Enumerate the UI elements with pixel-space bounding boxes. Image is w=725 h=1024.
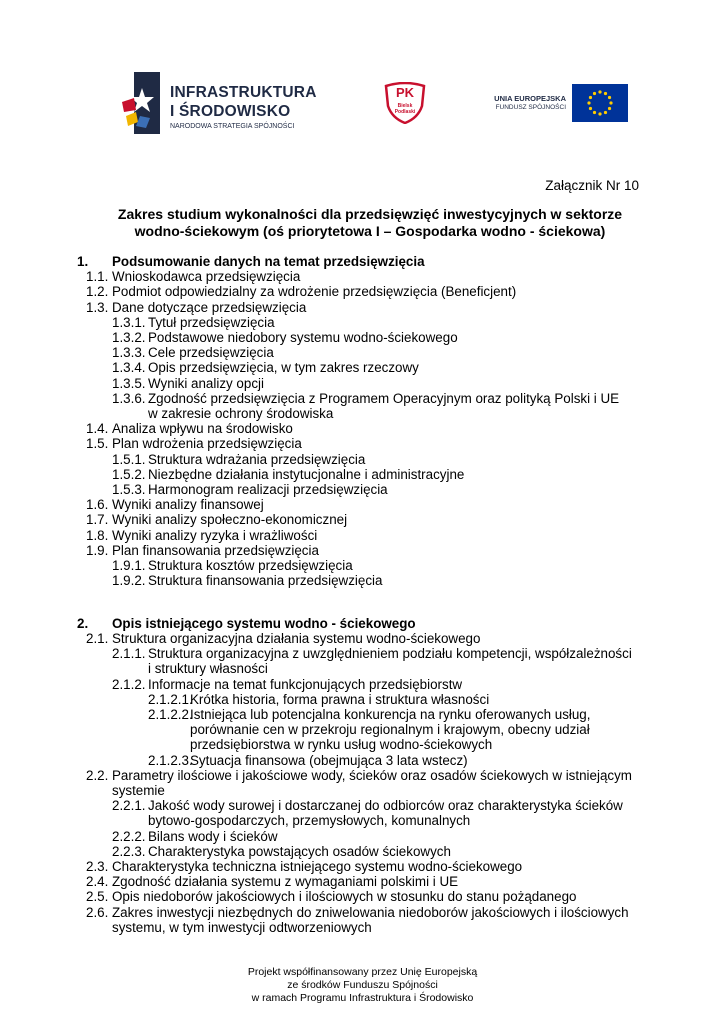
outline-item-number: 1.9. xyxy=(86,542,109,558)
eu-star xyxy=(609,101,612,104)
outline-item-text: Struktura organizacyjna działania systemu wodno-ściekowego xyxy=(112,630,481,646)
outline-item-text: Cele przedsięwzięcia xyxy=(148,345,274,361)
eu-star xyxy=(598,90,601,93)
outline-item-text: Informacje na temat funkcjonujących przedsiębiorstw xyxy=(148,676,463,692)
outline-item-number: 2.2.1. xyxy=(112,798,146,814)
outline-item-number: 1.2. xyxy=(86,284,109,300)
page-footer xyxy=(0,966,725,1005)
outline-item-text: Plan finansowania przedsięwzięcia xyxy=(112,542,319,558)
page-title xyxy=(60,206,680,240)
outline-item-text: Podstawowe niedobory systemu wodno-ściekowego xyxy=(148,330,458,345)
outline-item-number: 1.5. xyxy=(86,436,109,452)
eu-star xyxy=(598,112,601,115)
outline-item-text: Analiza wpływu na środowisko xyxy=(112,421,293,437)
logo-title-line1: INFRASTRUKTURA xyxy=(170,84,317,101)
title-line-2: wodno-ściekowym (oś priorytetowa I – Gospodarka wodno - ściekowa) xyxy=(134,223,606,239)
title-line-1: Zakres studium wykonalności dla przedsięwzięć inwestycyjnych w sektorze xyxy=(117,206,623,222)
eu-star xyxy=(608,96,611,99)
pk-logo-sub2: Podlaski xyxy=(394,109,416,115)
logo-title-line2: I ŚRODOWISKO xyxy=(170,103,291,120)
pk-logo-sub1: Bielsk xyxy=(397,103,413,109)
outline-item-text: Krótka historia, forma prawna i struktura własności xyxy=(190,691,490,707)
outline-item-number: 1.7. xyxy=(86,512,109,528)
outline-item-text: Plan wdrożenia przedsięwzięcia xyxy=(112,436,302,452)
footer-line-3: w ramach Programu Infrastruktura i Środowisko xyxy=(251,992,474,1004)
outline-item-number: 2.1.1. xyxy=(112,646,146,662)
outline-item-number: 1.6. xyxy=(86,497,109,513)
outline-item-number: 1.9.1. xyxy=(112,558,146,573)
eu-star xyxy=(608,107,611,110)
outline-item-text: Opis istniejącego systemu wodno - ściekowego xyxy=(112,615,416,631)
outline-item-text: Wyniki analizy ryzyka i wrażliwości xyxy=(112,527,318,543)
eu-flag-icon xyxy=(572,84,628,122)
outline-item-number: 1.3.3. xyxy=(112,345,146,361)
outline-item-text: Struktura wdrażania przedsięwzięcia xyxy=(148,451,366,467)
outline-item-text: Struktura finansowania przedsięwzięcia xyxy=(148,573,383,589)
outline-item-number: 2. xyxy=(77,615,89,631)
outline-item-number: 1.5.3. xyxy=(112,482,146,497)
nss-emblem-icon xyxy=(120,72,164,134)
outline-item-text: Dane dotyczące przedsięwzięcia xyxy=(112,299,307,315)
outline-item-text: Wyniki analizy opcji xyxy=(148,375,264,391)
outline-item-text: Tytuł przedsięwzięcia xyxy=(148,314,275,330)
outline-item-number: 1.3.5. xyxy=(112,375,146,391)
outline-item-number: 1.3.4. xyxy=(112,360,146,376)
eu-star xyxy=(587,101,590,104)
page-header xyxy=(0,0,725,140)
eu-cohesion-fund-logo xyxy=(478,84,628,124)
outline-item-number: 1.4. xyxy=(86,421,109,437)
outline-item-text: Zakres inwestycji niezbędnych do zniwelowania niedoborów jakościowych i ilościowych xyxy=(112,904,629,920)
outline-item-text: Wyniki analizy społeczno-ekonomicznej xyxy=(112,512,348,528)
outline-item-number: 1.3.1. xyxy=(112,314,146,330)
outline-item-text: systemie xyxy=(112,782,165,798)
outline-item-text: w zakresie ochrony środowiska xyxy=(148,406,334,421)
outline-item-text: Podsumowanie danych na temat przedsięwzięcia xyxy=(112,254,425,269)
eu-logo-line1: UNIA EUROPEJSKA xyxy=(494,94,566,103)
eu-star xyxy=(593,92,596,95)
outline-item-text: Podmiot odpowiedzialny za wdrożenie przedsięwzięcia (Beneficjent) xyxy=(112,284,517,300)
outline-item-number: 2.3. xyxy=(86,858,109,874)
logo-subtitle: NARODOWA STRATEGIA SPÓJNOŚCI xyxy=(170,123,295,130)
outline-item-number: 1.8. xyxy=(86,527,109,543)
outline-item-text: Harmonogram realizacji przedsięwzięcia xyxy=(148,482,388,497)
outline-item-number: 1.5.2. xyxy=(112,466,146,482)
footer-line-1: Projekt współfinansowany przez Unię Europejską xyxy=(247,966,478,978)
outline-item-text: bytowo-gospodarczych, przemysłowych, komunalnych xyxy=(148,813,471,829)
outline-item-number: 2.6. xyxy=(86,904,109,920)
outline-item-text: Opis przedsięwzięcia, w tym zakres rzeczowy xyxy=(148,360,419,376)
outline-item-text: przedsiębiorstwa w rynku usług wodno-ściekowych xyxy=(190,737,493,753)
outline-item-text: porównanie cen w przekroju regionalnym i krajowym, obecny udział xyxy=(190,722,590,738)
outline-item-number: 1.9.2. xyxy=(112,573,146,589)
pk-logo-text: PK xyxy=(395,85,415,100)
outline-item-number: 2.2. xyxy=(86,767,109,783)
eu-star xyxy=(604,92,607,95)
outline-item-number: 1. xyxy=(77,254,89,269)
outline-item-number: 2.2.3. xyxy=(112,843,146,859)
outline-item-number: 1.3.6. xyxy=(112,390,146,406)
eu-logo-line2: FUNDUSZ SPÓJNOŚCI xyxy=(495,104,566,111)
outline-item-number: 2.2.2. xyxy=(112,828,146,844)
outline-item-text: Wyniki analizy finansowej xyxy=(112,497,264,513)
outline-item-number: 2.4. xyxy=(86,874,109,890)
outline-item-text: Zgodność działania systemu z wymaganiami polskimi i UE xyxy=(112,874,459,890)
outline-item-number: 1.3.2. xyxy=(112,330,146,345)
eu-star xyxy=(589,107,592,110)
outline-item-text: systemu, w tym inwestycji odtworzeniowych xyxy=(112,919,372,935)
outline-item-text: Wnioskodawca przedsięwzięcia xyxy=(112,269,301,285)
outline-item-text: Zgodność przedsięwzięcia z Programem Operacyjnym oraz polityką Polski i UE xyxy=(148,390,620,406)
outline-item-number: 1.1. xyxy=(86,269,109,285)
outline-item-text: Jakość wody surowej i dostarczanej do odbiorców oraz charakterystyka ścieków xyxy=(148,798,623,814)
outline-item-number: 2.1.2. xyxy=(112,676,146,692)
outline-item-text: Istniejąca lub potencjalna konkurencja na rynku oferowanych usług, xyxy=(190,706,591,722)
outline-item-text: i struktury własności xyxy=(148,661,268,677)
eu-star xyxy=(593,111,596,114)
outline-item-number: 2.1.2.3. xyxy=(148,752,193,768)
outline-item-text: Opis niedoborów jakościowych i ilościowych w stosunku do stanu pożądanego xyxy=(112,889,577,905)
annex-number: Załącznik Nr 10 xyxy=(545,178,639,193)
footer-line-2: ze środków Funduszu Spójności xyxy=(287,979,438,991)
outline-item-number: 1.3. xyxy=(86,299,109,315)
outline-item-number: 2.1. xyxy=(86,630,109,646)
outline-item-text: Sytuacja finansowa (obejmująca 3 lata wstecz) xyxy=(190,752,468,768)
outline-item-number: 2.1.2.2. xyxy=(148,706,193,722)
outline-item-number: 2.1.2.1. xyxy=(148,691,193,707)
outline-item-text: Parametry ilościowe i jakościowe wody, ścieków oraz osadów ściekowych w istniejącym xyxy=(112,767,632,783)
outline-item-text: Struktura organizacyjna z uwzględnieniem podziału kompetencji, współzależności xyxy=(148,646,632,662)
outline-item-text: Struktura kosztów przedsięwzięcia xyxy=(148,558,353,573)
outline-item-number: 1.5.1. xyxy=(112,451,146,467)
pk-logo-subtext xyxy=(382,103,428,115)
outline-item-number: 2.5. xyxy=(86,889,109,905)
outline-item-text: Charakterystyka techniczna istniejącego systemu wodno-ściekowego xyxy=(112,858,523,874)
eu-star xyxy=(604,111,607,114)
outline-item-text: Bilans wody i ścieków xyxy=(148,828,278,844)
pk-logo xyxy=(382,82,428,124)
infrastruktura-srodowisko-logo xyxy=(120,70,320,135)
outline-item-text: Niezbędne działania instytucjonalne i administracyjne xyxy=(148,466,465,482)
outline-item-text: Charakterystyka powstających osadów ściekowych xyxy=(148,843,451,859)
eu-star xyxy=(589,96,592,99)
